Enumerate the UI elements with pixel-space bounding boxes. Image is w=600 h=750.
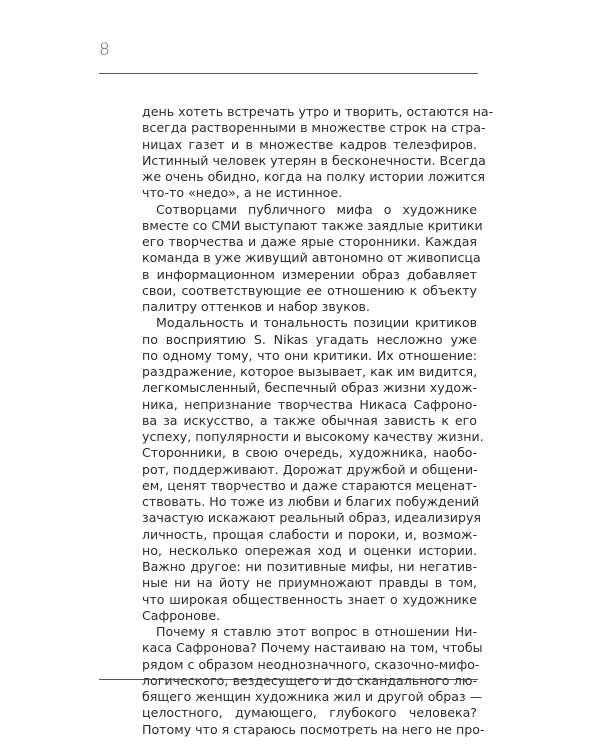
text-line: ва за искусство, а также обычная зависть к его <box>142 412 477 428</box>
text-line: ствовать. Но тоже из любви и благих побуждений <box>142 494 480 509</box>
paragraph <box>142 104 494 202</box>
text-line: логического, вездесущего и до скандального лю- <box>142 672 477 688</box>
text-line: ем, ценят творчество и даже стараются меценат- <box>142 477 478 493</box>
text-line: что широкая общественность знает о художнике <box>142 591 477 607</box>
text-line: успеху, популярности и высокому качеству жизни. <box>142 429 484 444</box>
page-number: 8 <box>99 40 110 60</box>
text-line: день хотеть встречать утро и творить, остаются на- <box>142 104 494 119</box>
text-line: его творчества и даже ярые сторонники. Каждая <box>142 234 477 249</box>
text-line: палитру оттенков и набор звуков. <box>142 299 370 314</box>
text-line: ницах газет и в множестве кадров телеэфиров. <box>142 136 477 152</box>
text-line: но, несколько опережая ход и оценки истории. <box>142 542 477 558</box>
text-line: Сотворцами публичного мифа о художнике <box>156 201 477 217</box>
text-line: бящего женщин художника жил и другой образ — <box>142 689 483 704</box>
text-line: Почему я ставлю этот вопрос в отношении Ни- <box>156 624 477 639</box>
text-line: Истинный человек утерян в бесконечности. Всегда <box>142 152 486 168</box>
text-line: свои, соответствующие ее отношению к объекту <box>142 282 477 298</box>
text-line: рядом с образом неоднозначного, сказочно-мифо- <box>142 656 480 672</box>
text-line: команда в уже живущий автономно от живописца <box>142 250 481 266</box>
text-line: ника, непризнание творчества Никаса Сафроно- <box>142 396 477 412</box>
text-line: в информационном измерении образ добавляет <box>142 266 477 282</box>
text-line: рот, поддерживают. Дорожат дружбой и общени- <box>142 461 478 477</box>
text-line: что-то «недо», а не истинное. <box>142 185 343 201</box>
text-line: зачастую искажают реальный образ, идеализируя <box>142 510 482 526</box>
paragraph <box>142 315 484 624</box>
paragraph <box>142 201 483 316</box>
text-line: Сторонники, в свою очередь, художника, наобо- <box>142 445 477 461</box>
text-line: по восприятию S. Nikas угадать несложно уже <box>142 331 477 347</box>
text-line: легкомысленный, беспечный образ жизни худож- <box>142 380 477 396</box>
text-line: вместе со СМИ выступают также заядлые критики <box>142 217 483 233</box>
header-rule <box>99 73 478 74</box>
text-line: каса Сафронова? Почему настаиваю на том, чтобы <box>142 640 483 656</box>
body-text <box>142 104 494 738</box>
text-line: Модальность и тональность позиции критиков <box>156 315 477 331</box>
text-line: Сафронове. <box>142 607 221 623</box>
text-line: ные ни на йоту не приумножают правды в том, <box>142 575 477 591</box>
text-line: Важно другое: ни позитивные мифы, ни негатив- <box>142 559 477 574</box>
text-line: личность, прощая слабости и пороки, и, возмож- <box>142 526 477 542</box>
text-line: Потому что я стараюсь посмотреть на него не про- <box>142 721 485 737</box>
text-line: по одному тому, что они критики. Их отношение: <box>142 347 477 363</box>
footer-rule <box>99 679 478 680</box>
text-line: раздражение, которое вызывает, как им видится, <box>142 364 478 379</box>
paragraph <box>142 624 485 738</box>
text-line: всегда растворенными в множестве строк на стра- <box>142 120 486 136</box>
text-line: же очень обидно, когда на полку истории ложится <box>142 169 485 184</box>
text-line: целостного, думающего, глубокого человека? <box>142 705 477 721</box>
